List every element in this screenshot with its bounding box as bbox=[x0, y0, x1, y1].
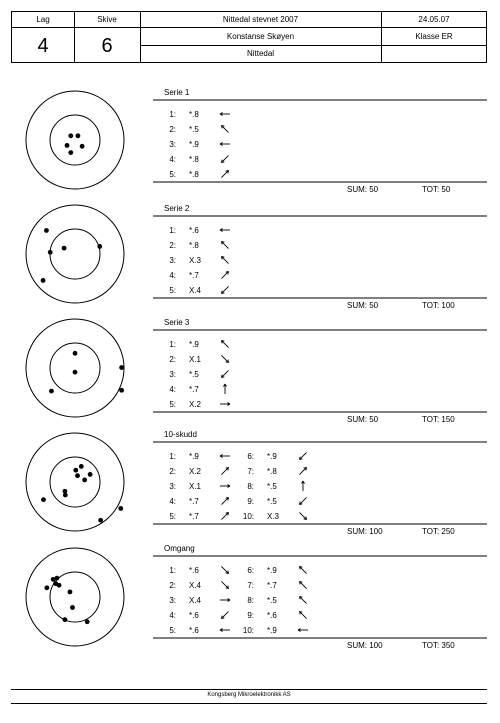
shot-number: 2: bbox=[169, 355, 176, 364]
shot-direction-arrow bbox=[221, 370, 228, 377]
shot-direction-arrow bbox=[220, 228, 230, 231]
shot-hole bbox=[98, 518, 103, 523]
shot-direction-arrow bbox=[221, 256, 228, 263]
shot-number: 8: bbox=[247, 596, 254, 605]
series-total: TOT: 350 bbox=[422, 641, 455, 650]
shot-direction-arrow bbox=[220, 598, 230, 601]
target-inner-ring bbox=[50, 229, 100, 279]
shot-value: *.9 bbox=[189, 340, 199, 349]
shot-hole bbox=[119, 365, 124, 370]
shot-value: *.5 bbox=[267, 482, 277, 491]
shot-hole bbox=[49, 389, 54, 394]
shot-direction-arrow bbox=[221, 241, 228, 248]
shot-value: X.4 bbox=[189, 286, 202, 295]
shot-hole bbox=[82, 478, 87, 483]
shot-hole bbox=[80, 144, 85, 149]
footer-text: Kongsberg Mikroelektronikk AS bbox=[207, 692, 291, 698]
shot-hole bbox=[68, 590, 73, 595]
shot-number: 9: bbox=[247, 497, 254, 506]
shot-number: 7: bbox=[247, 581, 254, 590]
shot-direction-arrow bbox=[221, 497, 228, 504]
shot-hole bbox=[48, 250, 53, 255]
shot-value: X.1 bbox=[189, 355, 202, 364]
shot-value: *.9 bbox=[189, 140, 199, 149]
shot-hole bbox=[76, 133, 81, 138]
series-sum: SUM: 100 bbox=[347, 527, 383, 536]
shot-hole bbox=[44, 228, 49, 233]
shot-value: *.8 bbox=[189, 110, 199, 119]
shot-value: *.5 bbox=[189, 125, 199, 134]
shot-direction-arrow bbox=[221, 581, 228, 588]
shot-value: X.4 bbox=[189, 596, 202, 605]
shot-number: 3: bbox=[169, 482, 176, 491]
shot-value: X.3 bbox=[267, 512, 280, 521]
target-outer-ring bbox=[26, 205, 124, 303]
shot-hole bbox=[97, 244, 102, 249]
shot-number: 3: bbox=[169, 596, 176, 605]
shot-number: 4: bbox=[169, 611, 176, 620]
shot-number: 1: bbox=[169, 110, 176, 119]
shot-hole bbox=[88, 472, 93, 477]
shot-hole bbox=[68, 133, 73, 138]
shot-value: *.7 bbox=[189, 512, 199, 521]
shot-value: *.9 bbox=[189, 452, 199, 461]
target-outer-ring bbox=[26, 548, 124, 646]
shot-value: *.5 bbox=[267, 497, 277, 506]
shot-value: *.8 bbox=[189, 170, 199, 179]
series-sum: SUM: 100 bbox=[347, 641, 383, 650]
shot-hole bbox=[73, 468, 78, 473]
shot-number: 4: bbox=[169, 385, 176, 394]
shot-value: *.9 bbox=[267, 566, 277, 575]
shot-number: 5: bbox=[169, 400, 176, 409]
shot-direction-arrow bbox=[299, 512, 306, 519]
shot-value: *.8 bbox=[267, 467, 277, 476]
series-total: TOT: 250 bbox=[422, 527, 455, 536]
target-inner-ring bbox=[50, 115, 100, 165]
shot-hole bbox=[62, 246, 67, 251]
shot-hole bbox=[63, 493, 68, 498]
shot-direction-arrow bbox=[221, 512, 228, 519]
skive-label: Skive bbox=[97, 15, 117, 24]
shot-number: 5: bbox=[169, 626, 176, 635]
shot-hole bbox=[51, 577, 56, 582]
shot-value: X.1 bbox=[189, 482, 202, 491]
shot-direction-arrow bbox=[221, 467, 228, 474]
series-sum: SUM: 50 bbox=[347, 185, 379, 194]
club-name: Nittedal bbox=[246, 49, 275, 58]
section-title: 10-skudd bbox=[164, 430, 197, 439]
shot-direction-arrow bbox=[299, 497, 306, 504]
shot-hole bbox=[68, 150, 73, 155]
shot-direction-arrow bbox=[299, 452, 306, 459]
shot-number: 9: bbox=[247, 611, 254, 620]
shot-value: X.2 bbox=[189, 467, 202, 476]
target-inner-ring bbox=[50, 343, 100, 393]
target-outer-ring bbox=[26, 433, 124, 531]
shot-value: *.8 bbox=[189, 241, 199, 250]
shot-direction-arrow bbox=[299, 581, 306, 588]
shot-number: 2: bbox=[169, 125, 176, 134]
shot-direction-arrow bbox=[298, 628, 308, 631]
target-inner-ring bbox=[50, 457, 100, 507]
shot-number: 4: bbox=[169, 497, 176, 506]
shot-number: 6: bbox=[247, 452, 254, 461]
shot-value: *.8 bbox=[189, 155, 199, 164]
shot-hole bbox=[73, 370, 78, 375]
lag-label: Lag bbox=[36, 15, 50, 24]
shot-hole bbox=[65, 143, 70, 148]
target-outer-ring bbox=[26, 319, 124, 417]
shot-hole bbox=[75, 473, 80, 478]
target-outer-ring bbox=[26, 91, 124, 189]
shot-value: *.9 bbox=[267, 452, 277, 461]
shot-hole bbox=[85, 619, 90, 624]
shot-hole bbox=[70, 605, 75, 610]
shot-hole bbox=[41, 278, 46, 283]
shot-number: 7: bbox=[247, 467, 254, 476]
section-title: Serie 2 bbox=[164, 204, 190, 213]
series-sum: SUM: 50 bbox=[347, 415, 379, 424]
shot-number: 3: bbox=[169, 140, 176, 149]
series-sum: SUM: 50 bbox=[347, 301, 379, 310]
footer-rule bbox=[11, 703, 487, 704]
shot-number: 5: bbox=[169, 512, 176, 521]
lag-value: 4 bbox=[37, 35, 49, 57]
shot-number: 10: bbox=[242, 626, 254, 635]
shot-number: 5: bbox=[169, 286, 176, 295]
section-title: Serie 1 bbox=[164, 88, 190, 97]
shot-value: *.5 bbox=[267, 596, 277, 605]
skive-value: 6 bbox=[101, 35, 113, 57]
shot-value: *.7 bbox=[189, 497, 199, 506]
shot-direction-arrow bbox=[220, 142, 230, 145]
shot-number: 1: bbox=[169, 566, 176, 575]
shot-number: 10: bbox=[242, 512, 254, 521]
shot-direction-arrow bbox=[299, 566, 306, 573]
shot-value: *.6 bbox=[189, 626, 199, 635]
shot-number: 1: bbox=[169, 340, 176, 349]
shot-value: X.2 bbox=[189, 400, 202, 409]
shot-value: *.6 bbox=[267, 611, 277, 620]
shot-number: 3: bbox=[169, 370, 176, 379]
shot-number: 6: bbox=[247, 566, 254, 575]
shot-direction-arrow bbox=[299, 467, 306, 474]
shot-direction-arrow bbox=[220, 628, 230, 631]
section-title: Omgang bbox=[164, 544, 195, 553]
event-name: Nittedal stevnet 2007 bbox=[222, 15, 299, 24]
shot-value: *.7 bbox=[189, 385, 199, 394]
shot-direction-arrow bbox=[221, 170, 228, 177]
shot-number: 2: bbox=[169, 467, 176, 476]
shot-value: *.7 bbox=[189, 271, 199, 280]
shot-number: 2: bbox=[169, 581, 176, 590]
shot-number: 4: bbox=[169, 155, 176, 164]
shot-direction-arrow bbox=[221, 286, 228, 293]
shot-hole bbox=[63, 617, 68, 622]
shot-direction-arrow bbox=[220, 484, 230, 487]
shot-direction-arrow bbox=[299, 596, 306, 603]
shot-direction-arrow bbox=[221, 566, 228, 573]
shot-direction-arrow bbox=[221, 340, 228, 347]
event-date: 24.05.07 bbox=[418, 15, 450, 24]
shot-value: X.3 bbox=[189, 256, 202, 265]
shot-direction-arrow bbox=[299, 611, 306, 618]
shot-value: *.6 bbox=[189, 566, 199, 575]
shot-value: *.5 bbox=[189, 370, 199, 379]
shot-value: *.6 bbox=[189, 611, 199, 620]
shot-direction-arrow bbox=[221, 355, 228, 362]
shot-hole bbox=[119, 388, 124, 393]
shot-hole bbox=[73, 351, 78, 356]
series-total: TOT: 100 bbox=[422, 301, 455, 310]
shot-hole bbox=[118, 506, 123, 511]
shot-direction-arrow bbox=[221, 155, 228, 162]
shot-hole bbox=[53, 581, 58, 586]
shot-number: 8: bbox=[247, 482, 254, 491]
shooter-class: Klasse ER bbox=[415, 32, 453, 41]
shot-direction-arrow bbox=[223, 384, 226, 394]
shot-hole bbox=[41, 497, 46, 502]
shot-hole bbox=[44, 585, 49, 590]
shot-number: 1: bbox=[169, 226, 176, 235]
section-title: Serie 3 bbox=[164, 318, 190, 327]
shot-number: 4: bbox=[169, 271, 176, 280]
shot-number: 3: bbox=[169, 256, 176, 265]
shot-value: X.4 bbox=[189, 581, 202, 590]
shot-direction-arrow bbox=[220, 112, 230, 115]
shot-value: *.9 bbox=[267, 626, 277, 635]
shot-direction-arrow bbox=[221, 271, 228, 278]
shot-direction-arrow bbox=[301, 481, 304, 491]
shooter-name: Konstanse Skøyen bbox=[226, 32, 295, 41]
shot-value: *.6 bbox=[189, 226, 199, 235]
shot-hole bbox=[79, 464, 84, 469]
shot-direction-arrow bbox=[220, 402, 230, 405]
shot-direction-arrow bbox=[220, 454, 230, 457]
shot-number: 5: bbox=[169, 170, 176, 179]
shot-direction-arrow bbox=[221, 125, 228, 132]
series-total: TOT: 150 bbox=[422, 415, 455, 424]
shot-direction-arrow bbox=[221, 611, 228, 618]
shot-value: *.7 bbox=[267, 581, 277, 590]
shot-number: 1: bbox=[169, 452, 176, 461]
series-total: TOT: 50 bbox=[422, 185, 451, 194]
shot-number: 2: bbox=[169, 241, 176, 250]
footer-rule bbox=[11, 689, 487, 690]
